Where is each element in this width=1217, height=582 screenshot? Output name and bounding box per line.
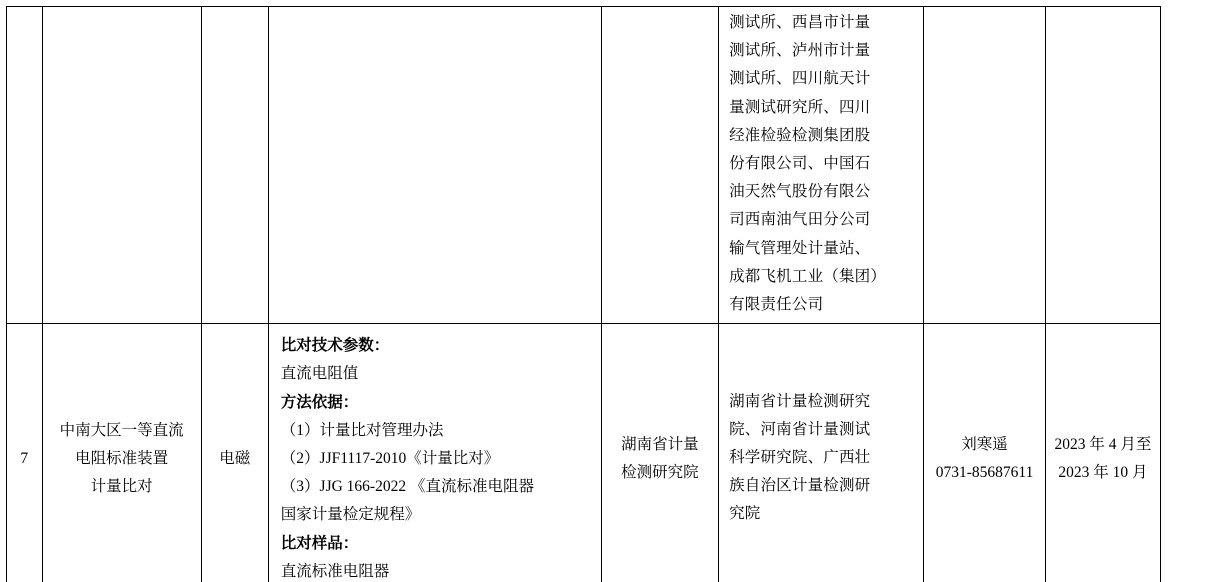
text-line: 院、河南省计量测试: [729, 420, 871, 438]
text-line: 刘寒遥: [961, 435, 1008, 453]
field-cell: [201, 324, 268, 582]
comparison-table: [6, 6, 1161, 582]
project-name-cell: [42, 324, 201, 582]
text-line: 输气管理处计量站、: [729, 239, 871, 257]
table-row: [7, 7, 1161, 324]
project-name: [43, 161, 201, 169]
parameter-line: （3）JJG 166-2022 《直流标准电阻器: [280, 478, 534, 496]
parameter-line: （2）JJF1117-2010《计量比对》: [280, 450, 500, 468]
participants-text: [719, 386, 923, 533]
table-row: [7, 324, 1161, 582]
text-line: 科学研究院、广西壮: [729, 449, 871, 467]
parameters-cell: [268, 324, 601, 582]
contact-cell: [924, 324, 1045, 582]
project-name-cell: [42, 7, 201, 324]
host-org-cell: [601, 7, 718, 324]
text-line: 测试所、四川航天计: [729, 70, 871, 88]
host-org-text: [602, 431, 718, 487]
date-text: [1046, 431, 1160, 487]
parameters-text: [269, 324, 601, 582]
text-line: 电阻标准装置: [75, 450, 169, 468]
row-number: 7: [20, 450, 29, 468]
project-name: [43, 417, 201, 502]
text-line: 2023 年 10 月: [1058, 464, 1148, 482]
date-cell: [1045, 7, 1160, 324]
text-line: 有限责任公司: [729, 296, 824, 314]
host-org-cell: [601, 324, 718, 582]
text-line: 究院: [729, 505, 761, 523]
field-cell: [201, 7, 268, 324]
text-line: 量测试研究所、四川: [729, 98, 871, 116]
text-line: 经准检验检测集团股: [729, 126, 871, 144]
field-label: 电磁: [219, 450, 251, 468]
text-line: 0731-85687611: [935, 464, 1034, 482]
text-line: 湖南省计量: [621, 435, 699, 453]
row-number: [7, 161, 42, 169]
contact-cell: [924, 7, 1045, 324]
parameters-text: [269, 157, 601, 173]
parameters-cell: [268, 7, 601, 324]
parameter-line: 直流电阻值: [280, 365, 359, 383]
parameter-heading: 方法依据：: [280, 393, 359, 411]
field-label: [202, 161, 268, 169]
text-line: 份有限公司、中国石: [729, 155, 871, 173]
text-line: 油天然气股份有限公: [729, 183, 871, 201]
participants-cell: [719, 324, 924, 582]
text-line: 成都飞机工业（集团）: [729, 267, 887, 285]
text-line: 司西南油气田分公司: [729, 211, 871, 229]
text-line: 测试所、泸州市计量: [729, 42, 871, 60]
text-line: 检测研究院: [621, 464, 699, 482]
participants-cell: [719, 7, 924, 324]
parameter-heading: 比对样品：: [280, 534, 359, 552]
host-org-text: [602, 161, 718, 169]
row-number-cell: [7, 7, 43, 324]
text-line: 计量比对: [90, 478, 153, 496]
parameter-line: 直流标准电阻器: [280, 562, 390, 580]
date-cell: [1045, 324, 1160, 582]
row-number-cell: [7, 324, 43, 582]
parameter-line: 国家计量检定规程》: [280, 506, 421, 524]
parameter-heading: 比对技术参数：: [280, 337, 390, 355]
participants-text: [719, 7, 923, 323]
text-line: 中南大区一等直流: [59, 421, 184, 439]
text-line: 族自治区计量检测研: [729, 477, 871, 495]
contact-text: [924, 161, 1044, 169]
date-text: [1046, 161, 1160, 169]
parameter-line: （1）计量比对管理办法: [280, 421, 444, 439]
text-line: 测试所、西昌市计量: [729, 14, 871, 31]
contact-text: [924, 431, 1044, 487]
text-line: 2023 年 4 月至: [1054, 435, 1152, 453]
text-line: 湖南省计量检测研究: [729, 392, 871, 410]
